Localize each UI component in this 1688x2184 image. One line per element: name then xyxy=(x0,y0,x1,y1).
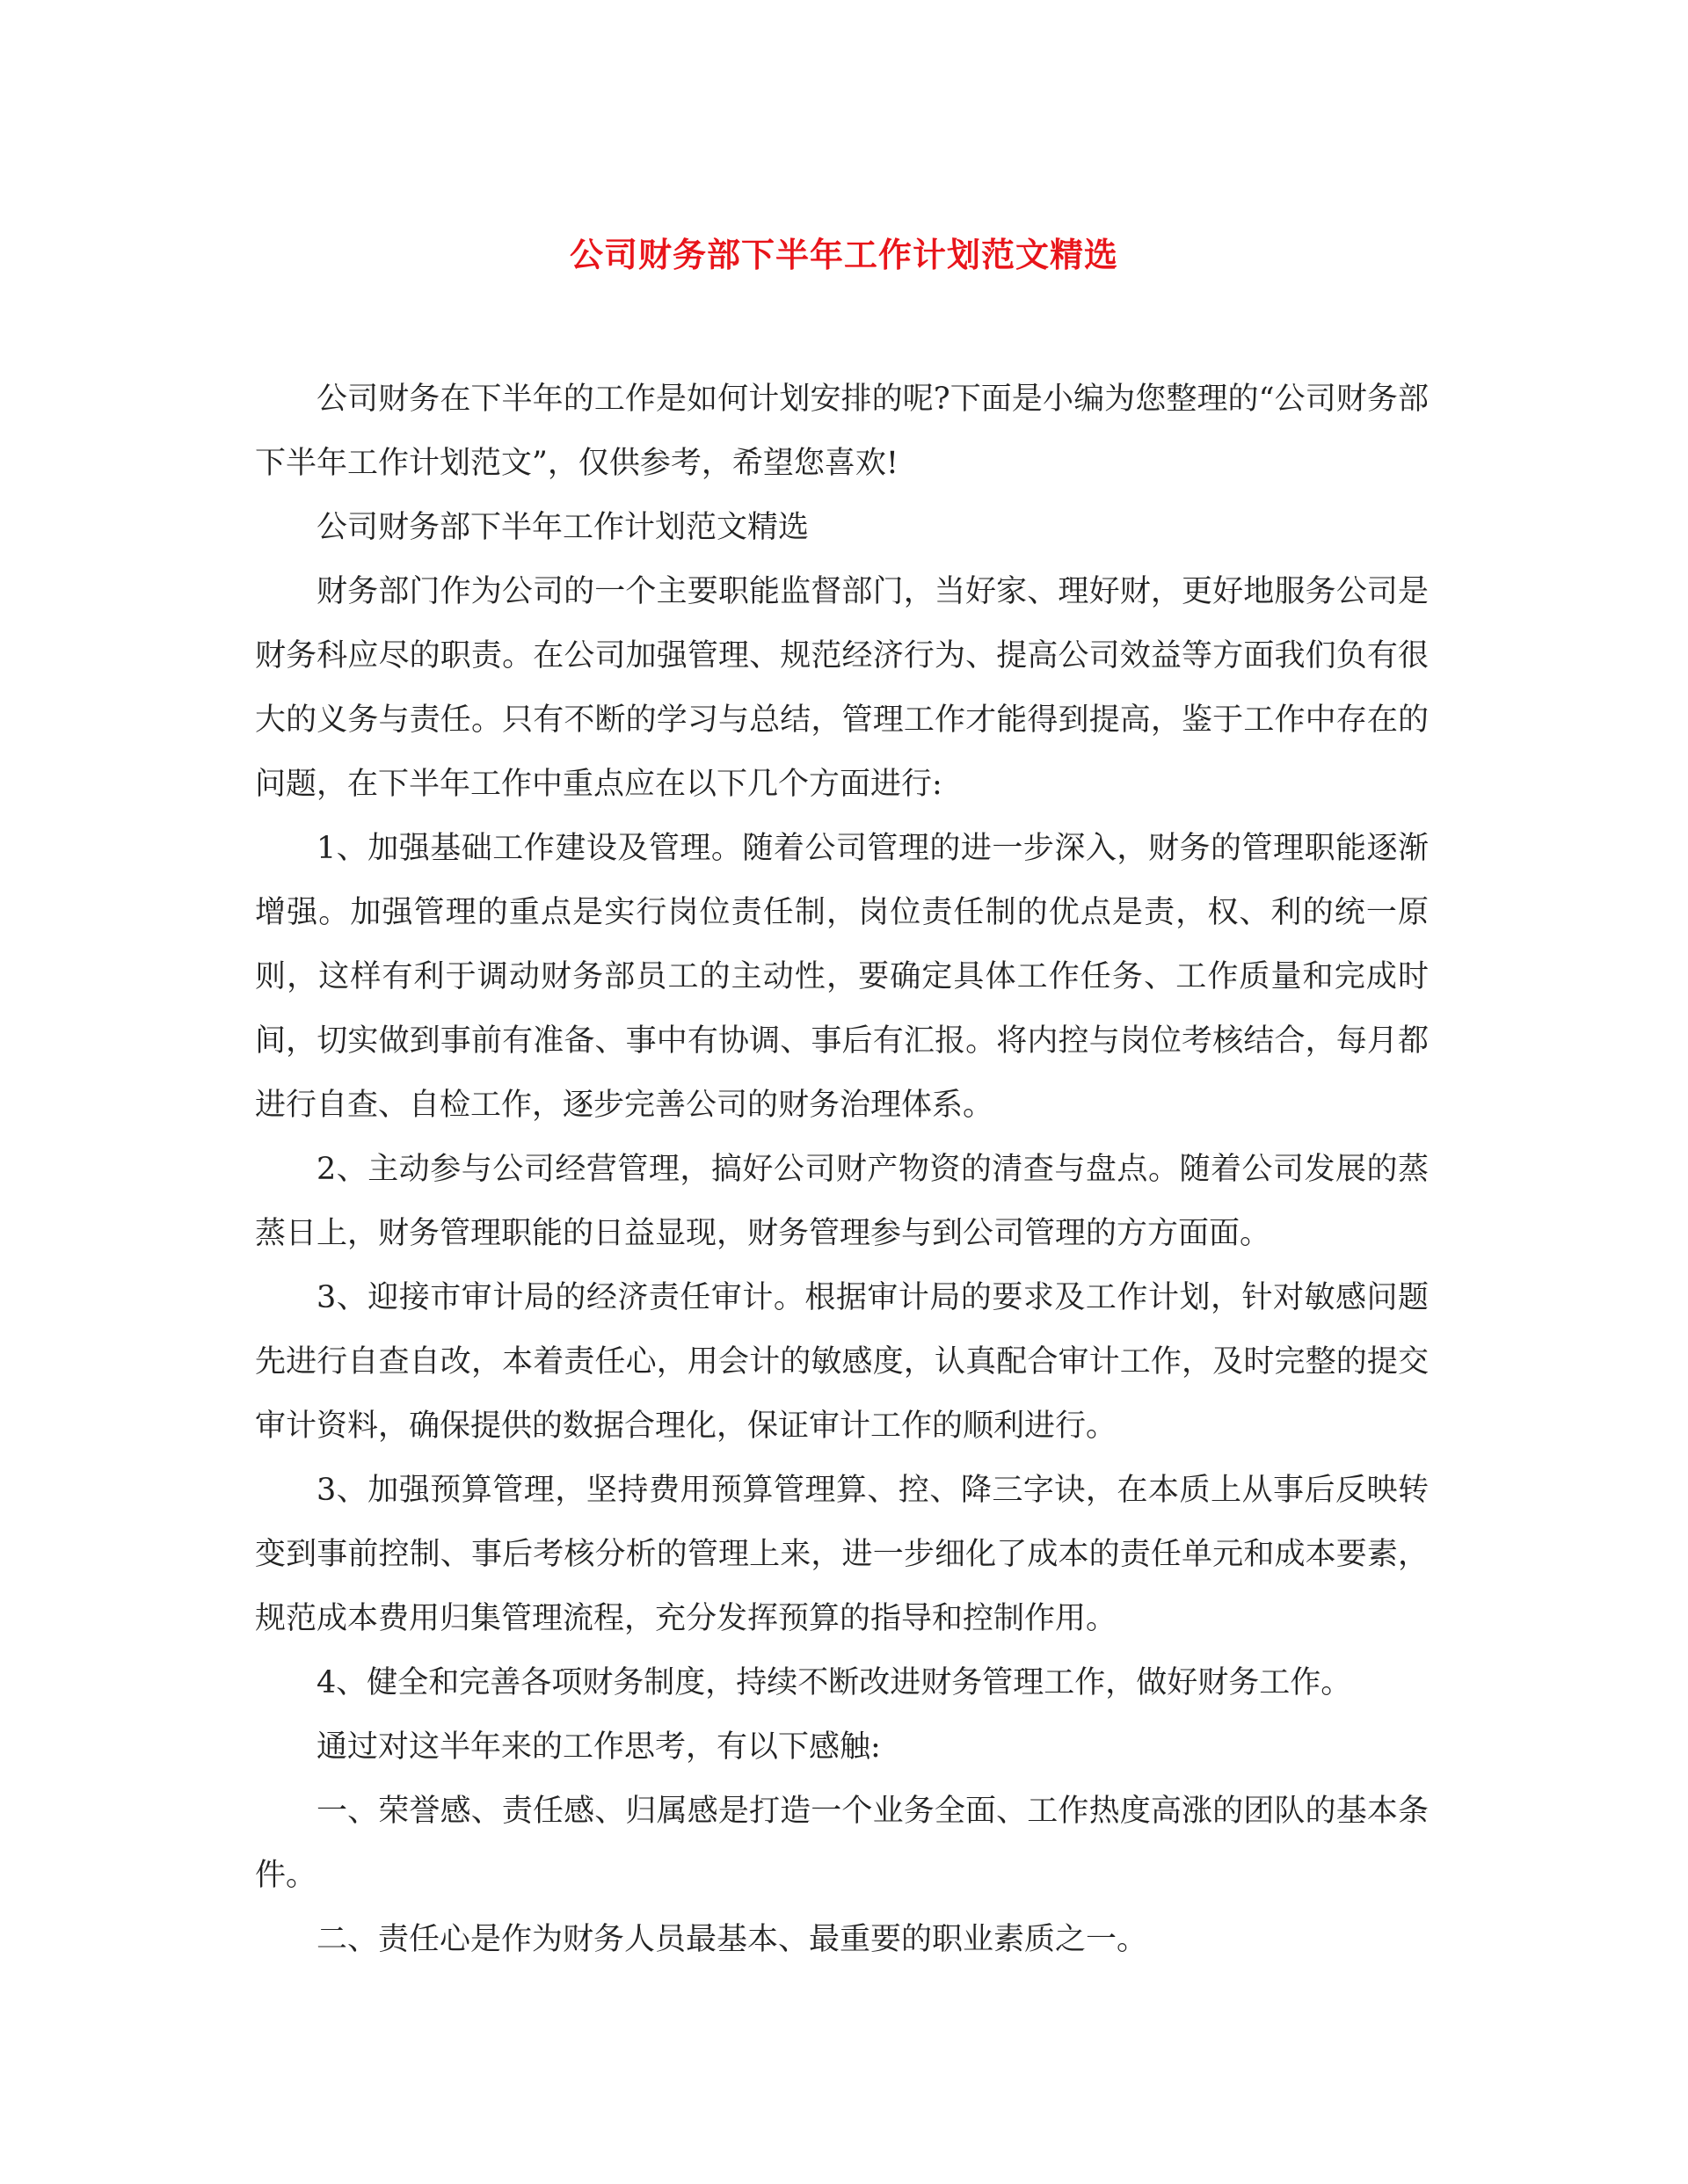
reflection-intro: 通过对这半年来的工作思考，有以下感触: xyxy=(316,1729,881,1765)
document-body xyxy=(255,368,1429,1972)
list-item-1: 1、加强基础工作建设及管理。随着公司管理的进一步深入，财务的管理职能逐渐增强。加强管理的重点是实行岗位责任制，岗位责任制的优点是责，权、利的统一原则，这样有利于调动财务部员工的主动性，要确定具体工作任务、工作质量和完成时间，切实做到事前有准备、事中有协调、事后有汇报。将内控与岗位考核结合，每月都进行自查、自检工作，逐步完善公司的财务治理体系。 xyxy=(255,831,1429,1123)
reflection-item-1: 一、荣誉感、责任感、归属感是打造一个业务全面、工作热度高涨的团队的基本条件。 xyxy=(255,1794,1429,1893)
document-title: 公司财务部下半年工作计划范文精选 xyxy=(569,235,1118,274)
reflection-item-2: 二、责任心是作为财务人员最基本、最重要的职业素质之一。 xyxy=(316,1922,1148,1957)
list-item-2: 2、主动参与公司经营管理，搞好公司财产物资的清查与盘点。随着公司发展的蒸蒸日上，财务管理职能的日益显现，财务管理参与到公司管理的方方面面。 xyxy=(255,1152,1429,1251)
list-item-3b: 3、加强预算管理，坚持费用预算管理算、控、降三字诀，在本质上从事后反映转变到事前控制、事后考核分析的管理上来，进一步细化了成本的责任单元和成本要素，规范成本费用归集管理流程，充分发挥预算的指导和控制作用。 xyxy=(255,1473,1429,1636)
list-item-4: 4、健全和完善各项财务制度，持续不断改进财务管理工作，做好财务工作。 xyxy=(316,1665,1352,1700)
intro-paragraph: 公司财务在下半年的工作是如何计划安排的呢?下面是小编为您整理的“公司财务部下半年工作计划范文”，仅供参考，希望您喜欢! xyxy=(255,382,1429,481)
section-heading: 公司财务部下半年工作计划范文精选 xyxy=(316,510,810,545)
body-paragraph: 财务部门作为公司的一个主要职能监督部门，当好家、理好财，更好地服务公司是财务科应尽的职责。在公司加强管理、规范经济行为、提高公司效益等方面我们负有很大的义务与责任。只有不断的学习与总结，管理工作才能得到提高，鉴于工作中存在的问题，在下半年工作中重点应在以下几个方面进行: xyxy=(255,574,1429,802)
list-item-3a: 3、迎接市审计局的经济责任审计。根据审计局的要求及工作计划，针对敏感问题先进行自查自改，本着责任心，用会计的敏感度，认真配合审计工作，及时完整的提交审计资料，确保提供的数据合理化，保证审计工作的顺利进行。 xyxy=(255,1280,1429,1444)
